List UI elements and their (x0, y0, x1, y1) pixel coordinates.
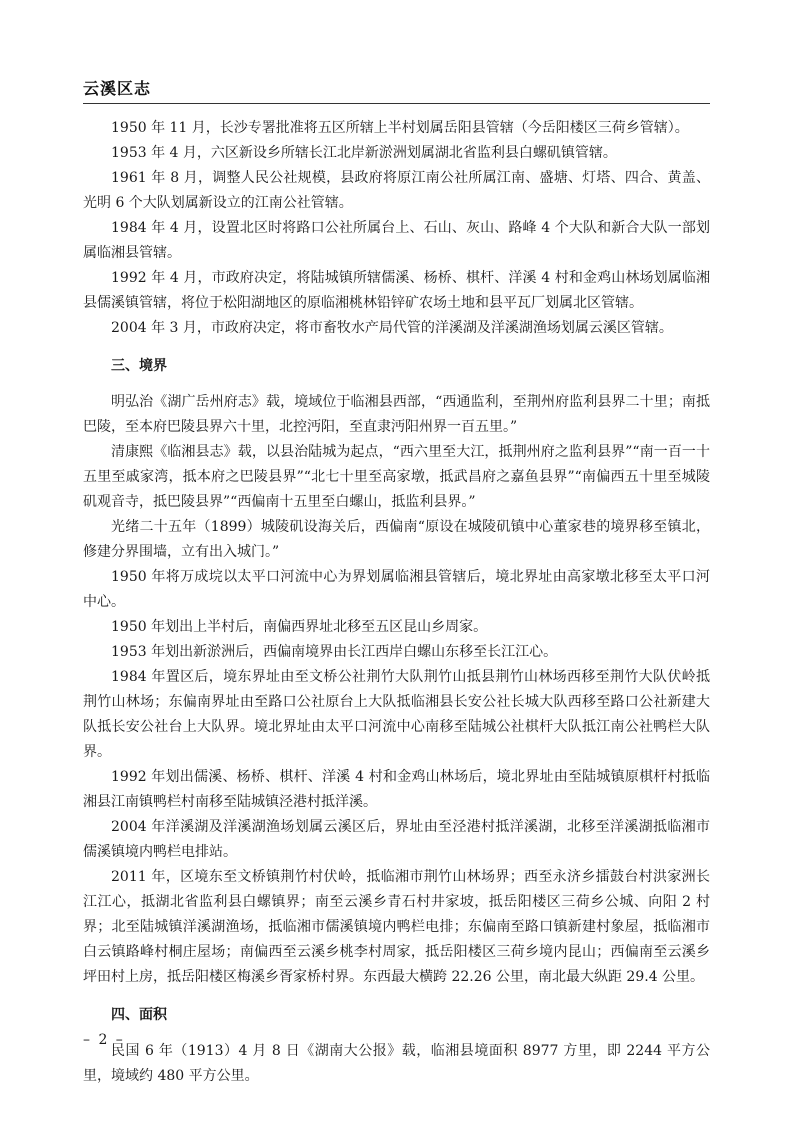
paragraph: 1992 年 4 月，市政府决定，将陆城镇所辖儒溪、杨桥、棋杆、洋溪 4 村和金鸡山林场划属临湘县儒溪镇管辖，将位于松阳湖地区的原临湘桃林铅锌矿农场土地和县平瓦厂划属北区管辖。 (83, 270, 710, 311)
paragraph: 1984 年 4 月，设置北区时将路口公社所属台上、石山、灰山、路峰 4 个大队和新合大队一部划属临湘县管辖。 (83, 220, 710, 261)
paragraph: 1953 年划出新淤洲后，西偏南境界由长江西岸白螺山东移至长江江心。 (111, 644, 558, 660)
paragraph: 明弘治《湖广岳州府志》载，境域位于临湘县西部，“西通监利，至荆州府监利县界二十里；南抵巴陵，至本府巴陵县界六十里，北控沔阳，至直隶沔阳州界一百五里。” (83, 394, 710, 435)
section-heading-area: 四、面积 (111, 1007, 167, 1023)
page-number: – 2 – (83, 1032, 125, 1048)
paragraph: 1961 年 8 月，调整人民公社规模，县政府将原江南公社所属江南、盛塘、灯塔、四合、黄盖、光明 6 个大队划属新设立的江南公社管辖。 (83, 170, 710, 211)
paragraph: 民国 6 年（1913）4 月 8 日《湖南大公报》载，临湘县境面积 8977 方里，即 2244 平方公里，境域约 480 平方公里。 (83, 1043, 710, 1084)
header-rule (83, 103, 710, 104)
paragraph: 2004 年洋溪湖及洋溪湖渔场划属云溪区后，界址由至泾港村抵洋溪湖，北移至洋溪湖抵临湘市儒溪镇境内鸭栏电排站。 (83, 819, 710, 860)
paragraph: 清康熙《临湘县志》载，以县治陆城为起点，“西六里至大江，抵荆州府之监利县界”“南一百一十五里至戚家湾，抵本府之巴陵县界”“北七十里至高家墩，抵武昌府之嘉鱼县界”“南偏西五十里至城陵矶观音寺，抵巴陵县界”“西偏南十五里至白螺山，抵监利县界。” (83, 444, 710, 510)
paragraph: 1992 年划出儒溪、杨桥、棋杆、洋溪 4 村和金鸡山林场后，境北界址由至陆城镇原棋杆村抵临湘县江南镇鸭栏村南移至陆城镇泾港村抵洋溪。 (83, 769, 710, 810)
section-heading-boundary: 三、境界 (111, 358, 167, 374)
page-body (83, 116, 710, 1089)
running-header-title: 云溪区志 (83, 79, 152, 98)
paragraph: 1950 年划出上半村后，南偏西界址北移至五区昆山乡周家。 (111, 619, 488, 635)
paragraph: 光绪二十五年（1899）城陵矶设海关后，西偏南“原设在城陵矶镇中心董家巷的境界移至镇北，修建分界围墙，立有出入城门。” (83, 519, 710, 560)
paragraph: 1950 年将万成垸以太平口河流中心为界划属临湘县管辖后，境北界址由高家墩北移至太平口河中心。 (83, 569, 710, 610)
paragraph: 2011 年，区境东至文桥镇荆竹村伏岭，抵临湘市荆竹山林场界；西至永济乡擂鼓台村洪家洲长江江心，抵湖北省监利县白螺镇界；南至云溪乡青石村井家坡，抵岳阳楼区三荷乡公城、向阳 2 村界；北至陆城镇洋溪湖渔场，抵临湘市儒溪镇境内鸭栏电排；东偏南至路口镇新建村象屋，抵临湘市白云镇路峰村桐庄屋场；南偏西至云溪乡桃李村周家，抵岳阳楼区三荷乡境内昆山；西偏南至云溪乡坪田村上房，抵岳阳楼区梅溪乡胥家桥村界。东西最大横跨 22.26 公里，南北最大纵距 29.4 公里。 (83, 869, 710, 985)
paragraph: 2004 年 3 月，市政府决定，将市畜牧水产局代管的洋溪湖及洋溪湖渔场划属云溪区管辖。 (111, 320, 673, 336)
paragraph: 1984 年置区后，境东界址由至文桥公社荆竹大队荆竹山抵县荆竹山林场西移至荆竹大队伏岭抵荆竹山林场；东偏南界址由至路口公社原台上大队抵临湘县长安公社长城大队西移至路口公社新建大队抵长安公社台上大队界。境北界址由太平口河流中心南移至陆城公社棋杆大队抵江南公社鸭栏大队界。 (83, 669, 710, 760)
paragraph: 1953 年 4 月，六区新设乡所辖长江北岸新淤洲划属湖北省监利县白螺矶镇管辖。 (111, 145, 617, 161)
paragraph: 1950 年 11 月，长沙专署批准将五区所辖上半村划属岳阳县管辖（今岳阳楼区三荷乡管辖）。 (111, 120, 689, 136)
